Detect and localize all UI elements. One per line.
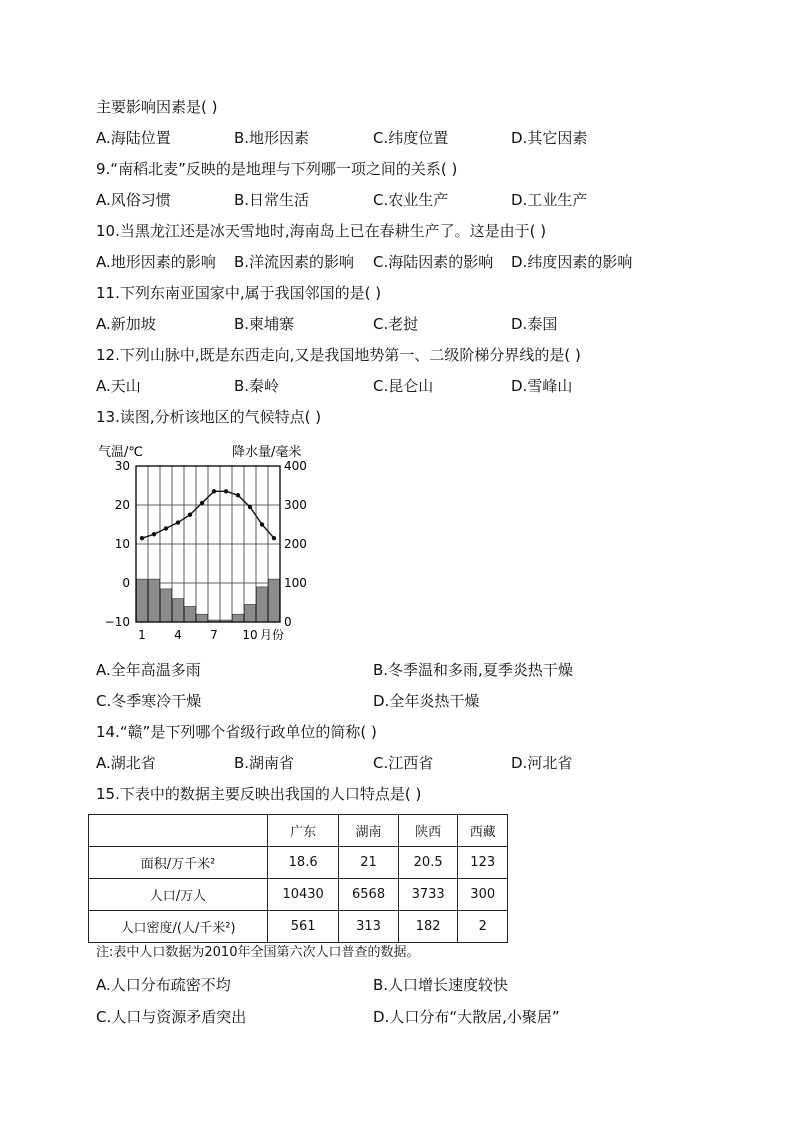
precipitation-bar bbox=[137, 579, 148, 622]
temperature-point bbox=[224, 489, 228, 493]
table-cell: 123 bbox=[458, 847, 508, 879]
q8-option-d[interactable]: D.其它因素 bbox=[511, 129, 588, 147]
q9-option-b[interactable]: B.日常生活 bbox=[234, 191, 310, 209]
table-cell: 2 bbox=[458, 911, 508, 943]
precipitation-bar bbox=[197, 614, 208, 622]
x-tick-label: 4 bbox=[174, 628, 182, 642]
right-tick-label: 400 bbox=[284, 459, 307, 473]
q15-option-b[interactable]: B.人口增长速度较快 bbox=[373, 976, 509, 994]
q11-option-a[interactable]: A.新加坡 bbox=[96, 315, 156, 333]
table-cell: 300 bbox=[458, 879, 508, 911]
table-cell: 561 bbox=[268, 911, 339, 943]
table-row bbox=[89, 911, 508, 943]
left-tick-label: 10 bbox=[114, 537, 130, 551]
climate-chart bbox=[96, 441, 312, 647]
q8-option-c[interactable]: C.纬度位置 bbox=[373, 129, 449, 147]
q10-option-b[interactable]: B.洋流因素的影响 bbox=[234, 253, 355, 271]
left-axis-title: 气温/℃ bbox=[98, 445, 143, 460]
q13-option-a[interactable]: A.全年高温多雨 bbox=[96, 661, 201, 679]
q13-option-b[interactable]: B.冬季温和多雨,夏季炎热干燥 bbox=[373, 661, 573, 679]
table-cell: 10430 bbox=[268, 879, 339, 911]
q15-option-a[interactable]: A.人口分布疏密不均 bbox=[96, 976, 231, 994]
table-header-xizang: 西藏 bbox=[458, 815, 508, 847]
table-cell: 20.5 bbox=[398, 847, 458, 879]
q10-option-d[interactable]: D.纬度因素的影响 bbox=[511, 253, 633, 271]
q14-option-b[interactable]: B.湖南省 bbox=[234, 754, 295, 772]
q15-stem: 15.下表中的数据主要反映出我国的人口特点是( ) bbox=[96, 785, 422, 803]
table-row bbox=[89, 879, 508, 911]
q14-option-a[interactable]: A.湖北省 bbox=[96, 754, 156, 772]
temperature-point bbox=[248, 505, 252, 509]
temperature-point bbox=[188, 513, 192, 517]
population-table bbox=[88, 814, 508, 943]
q12-option-a[interactable]: A.天山 bbox=[96, 377, 141, 395]
temperature-point bbox=[164, 526, 168, 530]
precipitation-bar bbox=[257, 587, 268, 622]
left-tick-label: 0 bbox=[122, 576, 130, 590]
climate-chart-svg bbox=[96, 441, 312, 647]
q12-option-c[interactable]: C.昆仑山 bbox=[373, 377, 434, 395]
right-axis-title: 降水量/毫米 bbox=[232, 445, 302, 460]
q11-option-d[interactable]: D.泰国 bbox=[511, 315, 558, 333]
x-tick-label: 10 bbox=[242, 628, 258, 642]
q13-option-d[interactable]: D.全年炎热干燥 bbox=[373, 692, 480, 710]
temperature-point bbox=[152, 532, 156, 536]
x-axis-suffix: 月份 bbox=[260, 628, 285, 642]
q12-option-d[interactable]: D.雪峰山 bbox=[511, 377, 573, 395]
q14-stem: 14.“赣”是下列哪个省级行政单位的简称( ) bbox=[96, 723, 377, 741]
precipitation-bar bbox=[245, 604, 256, 622]
table-note: 注:表中人口数据为2010年全国第六次人口普查的数据。 bbox=[96, 945, 420, 960]
q11-option-b[interactable]: B.柬埔寨 bbox=[234, 315, 295, 333]
q13-option-c[interactable]: C.冬季寒冷干燥 bbox=[96, 692, 202, 710]
precipitation-bar bbox=[173, 599, 184, 622]
q8-stem-tail: 主要影响因素是( ) bbox=[96, 98, 218, 116]
table-header-shaanxi: 陕西 bbox=[398, 815, 458, 847]
x-tick-label: 7 bbox=[210, 628, 218, 642]
temperature-point bbox=[272, 536, 276, 540]
table-cell: 18.6 bbox=[268, 847, 339, 879]
precipitation-bar bbox=[149, 579, 160, 622]
q10-option-a[interactable]: A.地形因素的影响 bbox=[96, 253, 216, 271]
right-tick-label: 200 bbox=[284, 537, 307, 551]
right-tick-label: 0 bbox=[284, 615, 292, 629]
table-cell: 21 bbox=[339, 847, 399, 879]
table-header-row bbox=[89, 815, 508, 847]
q12-option-b[interactable]: B.秦岭 bbox=[234, 377, 280, 395]
q8-option-a[interactable]: A.海陆位置 bbox=[96, 129, 171, 147]
q9-option-c[interactable]: C.农业生产 bbox=[373, 191, 449, 209]
right-tick-label: 100 bbox=[284, 576, 307, 590]
q9-stem: 9.“南稻北麦”反映的是地理与下列哪一项之间的关系( ) bbox=[96, 160, 458, 178]
temperature-point bbox=[140, 536, 144, 540]
table-header-guangdong: 广东 bbox=[268, 815, 339, 847]
q15-option-c[interactable]: C.人口与资源矛盾突出 bbox=[96, 1008, 247, 1026]
temperature-point bbox=[236, 493, 240, 497]
table-cell: 313 bbox=[339, 911, 399, 943]
q14-option-d[interactable]: D.河北省 bbox=[511, 754, 573, 772]
q11-stem: 11.下列东南亚国家中,属于我国邻国的是( ) bbox=[96, 284, 382, 302]
precipitation-bar bbox=[185, 606, 196, 622]
q9-option-d[interactable]: D.工业生产 bbox=[511, 191, 588, 209]
left-tick-label: 20 bbox=[114, 498, 130, 512]
table-cell: 3733 bbox=[398, 879, 458, 911]
left-tick-label: 30 bbox=[114, 459, 130, 473]
row-label: 人口/万人 bbox=[89, 879, 268, 911]
q8-option-b[interactable]: B.地形因素 bbox=[234, 129, 310, 147]
q9-option-a[interactable]: A.风俗习惯 bbox=[96, 191, 171, 209]
q10-stem: 10.当黑龙江还是冰天雪地时,海南岛上已在春耕生产了。这是由于( ) bbox=[96, 222, 547, 240]
x-tick-label: 1 bbox=[138, 628, 146, 642]
q13-stem: 13.读图,分析该地区的气候特点( ) bbox=[96, 408, 322, 426]
q15-option-d[interactable]: D.人口分布“大散居,小聚居” bbox=[373, 1008, 560, 1026]
precipitation-bar bbox=[269, 579, 280, 622]
temperature-point bbox=[200, 501, 204, 505]
right-tick-label: 300 bbox=[284, 498, 307, 512]
temperature-point bbox=[176, 520, 180, 524]
row-label: 人口密度/(人/千米²) bbox=[89, 911, 268, 943]
q12-stem: 12.下列山脉中,既是东西走向,又是我国地势第一、二级阶梯分界线的是( ) bbox=[96, 346, 581, 364]
row-label: 面积/万千米² bbox=[89, 847, 268, 879]
q10-option-c[interactable]: C.海陆因素的影响 bbox=[373, 253, 494, 271]
temperature-point bbox=[260, 522, 264, 526]
precipitation-bar bbox=[233, 614, 244, 622]
q14-option-c[interactable]: C.江西省 bbox=[373, 754, 434, 772]
precipitation-bar bbox=[161, 589, 172, 622]
table-row bbox=[89, 847, 508, 879]
table-header-hunan: 湖南 bbox=[339, 815, 399, 847]
q11-option-c[interactable]: C.老挝 bbox=[373, 315, 419, 333]
table-cell: 6568 bbox=[339, 879, 399, 911]
table-cell: 182 bbox=[398, 911, 458, 943]
left-tick-label: −10 bbox=[104, 615, 130, 629]
temperature-point bbox=[212, 489, 216, 493]
table-corner-cell bbox=[89, 815, 268, 847]
